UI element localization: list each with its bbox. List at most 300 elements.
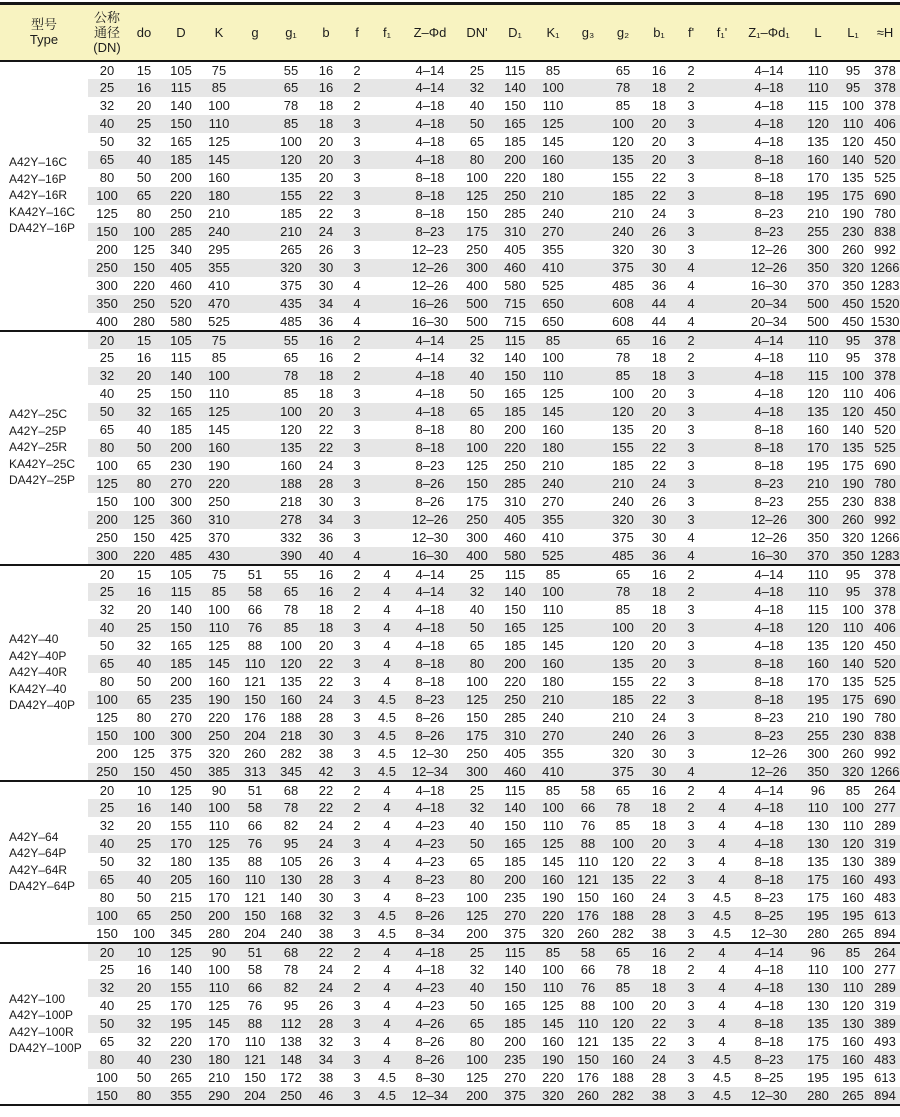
cell	[572, 439, 604, 457]
cell	[572, 61, 604, 79]
cell: 32	[469, 962, 485, 977]
cell: 260	[244, 746, 266, 761]
cell: 190	[842, 710, 864, 725]
column-header-3	[200, 4, 238, 61]
cell: 55	[272, 331, 310, 349]
cell: 50	[88, 1015, 126, 1033]
cell: 40	[126, 1051, 162, 1069]
cell: 16	[126, 583, 162, 601]
cell: 483	[870, 1051, 900, 1069]
cell	[372, 97, 402, 115]
cell	[372, 403, 402, 421]
cell	[372, 241, 402, 259]
model-label: A42Y–16P	[9, 171, 67, 186]
cell: 715	[504, 313, 526, 329]
cell: 460	[170, 278, 192, 293]
cell: 405	[504, 242, 526, 257]
header-label-line: (DN)	[93, 39, 121, 55]
cell: 4	[383, 674, 391, 689]
cell: 485	[280, 313, 302, 329]
cell: 200	[162, 439, 200, 457]
cell: 140	[170, 98, 192, 113]
cell: 125	[96, 710, 118, 725]
cell: 450	[870, 403, 900, 421]
cell: 55	[283, 566, 299, 582]
table-row	[0, 997, 900, 1015]
cell: 115	[162, 79, 200, 97]
cell: 20	[126, 367, 162, 385]
table-row	[0, 655, 900, 673]
table-row	[0, 403, 900, 421]
cell: 18	[642, 979, 676, 997]
cell: 3	[353, 422, 361, 437]
cell: 200	[88, 511, 126, 529]
cell: 25	[88, 79, 126, 97]
cell: 32	[126, 1015, 162, 1033]
cell: 50	[469, 386, 485, 401]
cell: 2	[342, 331, 372, 349]
cell: 4–23	[415, 818, 445, 833]
cell: 130	[807, 818, 829, 833]
cell: 320	[534, 1087, 572, 1105]
header-label-line: D₁	[508, 24, 522, 40]
cell: 78	[615, 350, 631, 365]
cell: 3	[342, 763, 372, 781]
cell: 150	[126, 259, 162, 277]
cell: 385	[200, 763, 238, 781]
column-header-16	[676, 4, 706, 61]
cell	[572, 277, 604, 295]
cell: 4.5	[372, 727, 402, 745]
cell: 520	[874, 422, 896, 437]
cell: 135	[807, 638, 829, 653]
model-labels	[0, 943, 88, 1105]
cell: 220	[170, 1034, 192, 1049]
cell: 160	[272, 691, 310, 709]
cell: 78	[283, 98, 299, 113]
cell: 270	[504, 1070, 526, 1085]
cell: 66	[238, 979, 272, 997]
model-labels	[0, 565, 88, 781]
cell	[706, 691, 738, 709]
cell: 82	[283, 818, 299, 833]
cell: 200	[200, 907, 238, 925]
cell: 68	[283, 782, 299, 798]
cell: 270	[170, 710, 192, 725]
cell: 200	[96, 746, 118, 761]
cell: 121	[244, 890, 266, 905]
cell: 3	[676, 151, 706, 169]
cell: 26	[318, 242, 334, 257]
cell: 3	[687, 998, 695, 1013]
cell: 24	[310, 223, 342, 241]
cell: 195	[807, 1070, 829, 1085]
cell: 2	[342, 943, 372, 961]
cell	[372, 187, 402, 205]
cell: 125	[208, 998, 230, 1013]
cell: 185	[170, 422, 192, 437]
cell: 3	[342, 871, 372, 889]
cell: 525	[542, 278, 564, 293]
cell: 18	[318, 386, 334, 401]
cell: 235	[162, 691, 200, 709]
header-label-line: K	[214, 24, 224, 40]
cell: 2	[353, 566, 361, 582]
cell: 155	[612, 170, 634, 185]
cell: 100	[88, 691, 126, 709]
cell: 2	[342, 979, 372, 997]
cell: 4–18	[738, 835, 800, 853]
column-header-12	[534, 4, 572, 61]
cell: 4.5	[377, 746, 397, 761]
cell: 85	[200, 79, 238, 97]
table-row	[0, 79, 900, 97]
cell: 140	[280, 890, 302, 905]
cell: 265	[280, 242, 302, 257]
cell: 28	[310, 1015, 342, 1033]
cell: 220	[504, 674, 526, 689]
cell: 410	[534, 259, 572, 277]
cell: 110	[577, 854, 599, 869]
cell: 8–18	[754, 458, 784, 473]
header-label-line: 通径	[93, 24, 120, 40]
header-label-line: 公称	[93, 9, 120, 25]
cell: 30	[651, 746, 667, 761]
cell: 120	[836, 835, 870, 853]
cell: 375	[504, 925, 526, 941]
cell: 25	[469, 782, 485, 798]
cell	[572, 331, 604, 349]
cell	[572, 493, 604, 511]
cell: 105	[170, 566, 192, 582]
model-label: A42Y–25C	[9, 407, 68, 422]
cell: 125	[126, 511, 162, 529]
cell: 100	[842, 962, 864, 977]
cell	[372, 133, 402, 151]
cell	[706, 133, 738, 151]
cell: 3	[353, 1034, 361, 1049]
cell: 125	[88, 475, 126, 493]
cell: 125	[458, 691, 496, 709]
table-row	[0, 871, 900, 889]
cell: 16	[310, 583, 342, 601]
cell: 3	[676, 619, 706, 637]
table-row	[0, 673, 900, 691]
cell: 240	[604, 727, 642, 745]
cell: 25	[136, 386, 152, 401]
cell: 4	[372, 835, 402, 853]
cell: 85	[545, 782, 561, 798]
cell: 170	[800, 439, 836, 457]
cell	[572, 223, 604, 241]
cell: 525	[208, 313, 230, 329]
cell: 115	[504, 62, 526, 78]
cell: 50	[99, 854, 115, 869]
cell: 160	[534, 151, 572, 169]
cell	[706, 259, 738, 277]
cell: 90	[200, 943, 238, 961]
cell: 140	[504, 350, 526, 365]
cell: 105	[170, 62, 192, 78]
cell: 150	[496, 367, 534, 385]
cell: 145	[534, 403, 572, 421]
cell: 25	[136, 998, 152, 1013]
cell: 260	[842, 746, 864, 761]
cell	[706, 763, 738, 781]
cell: 240	[542, 206, 564, 221]
cell: 2	[353, 962, 361, 977]
cell: 450	[874, 134, 896, 149]
cell: 3	[676, 439, 706, 457]
cell: 370	[807, 278, 829, 293]
cell: 25	[458, 943, 496, 961]
table-row	[0, 583, 900, 601]
cell: 220	[534, 907, 572, 925]
cell: 120	[842, 638, 864, 653]
cell: 78	[283, 962, 299, 977]
cell: 200	[466, 925, 488, 941]
cell: 110	[534, 979, 572, 997]
cell: 485	[612, 278, 634, 293]
cell: 50	[126, 439, 162, 457]
cell: 125	[208, 638, 230, 653]
cell: 32	[126, 403, 162, 421]
cell: 16	[136, 962, 152, 977]
cell: 140	[162, 799, 200, 817]
cell: 4–18	[402, 619, 458, 637]
cell: 18	[310, 619, 342, 637]
cell: 125	[133, 242, 155, 257]
cell: 160	[800, 151, 836, 169]
cell: 300	[807, 746, 829, 761]
cell: 30	[310, 259, 342, 277]
cell: 18	[642, 583, 676, 601]
cell: 80	[126, 1087, 162, 1105]
column-header-2	[162, 4, 200, 61]
cell: 3	[687, 602, 695, 617]
model-label: A42Y–40	[9, 632, 59, 647]
cell: 30	[642, 511, 676, 529]
cell: 3	[687, 710, 695, 725]
cell: 16–30	[738, 547, 800, 565]
cell: 22	[310, 655, 342, 673]
table-row	[0, 1033, 900, 1051]
cell: 50	[99, 134, 115, 149]
cell: 204	[238, 1087, 272, 1105]
cell: 188	[280, 710, 302, 725]
cell: 4–14	[738, 331, 800, 349]
cell: 2	[353, 98, 361, 113]
cell: 100	[836, 367, 870, 385]
cell: 4	[676, 295, 706, 313]
cell: 332	[280, 530, 302, 545]
cell: 76	[580, 818, 596, 833]
cell: 185	[496, 1015, 534, 1033]
model-group-2	[0, 331, 900, 565]
cell: 4	[353, 313, 361, 329]
cell	[572, 601, 604, 619]
cell: 255	[807, 494, 829, 509]
cell: 18	[318, 98, 334, 113]
table-row	[0, 511, 900, 529]
cell: 40	[458, 979, 496, 997]
cell: 165	[170, 638, 192, 653]
cell: 66	[247, 818, 263, 833]
cell: 355	[542, 242, 564, 257]
cell: 220	[542, 1070, 564, 1085]
cell: 80	[469, 1034, 485, 1049]
cell	[238, 295, 272, 313]
cell: 200	[170, 170, 192, 185]
cell: 3	[687, 925, 695, 941]
cell: 28	[310, 475, 342, 493]
cell: 85	[615, 818, 631, 833]
cell: 4.5	[712, 1070, 732, 1085]
cell: 4–18	[415, 602, 445, 617]
model-group-4	[0, 781, 900, 943]
cell: 3	[353, 998, 361, 1013]
table-row	[0, 241, 900, 259]
cell: 150	[96, 494, 118, 509]
model-label: A42Y–100R	[9, 1024, 74, 1039]
cell: 180	[170, 854, 192, 869]
cell: 78	[615, 962, 631, 977]
cell	[706, 277, 738, 295]
header-label-line: Z–Φd	[413, 24, 447, 40]
cell: 110	[836, 979, 870, 997]
cell: 2	[676, 79, 706, 97]
cell: 195	[800, 691, 836, 709]
cell: 8–18	[415, 422, 445, 437]
cell	[706, 511, 738, 529]
cell: 188	[604, 907, 642, 925]
column-header-6	[310, 4, 342, 61]
cell: 195	[807, 458, 829, 473]
cell	[572, 673, 604, 691]
column-header-18	[738, 4, 800, 61]
cell: 50	[458, 835, 496, 853]
cell: 120	[604, 403, 642, 421]
cell: 76	[238, 619, 272, 637]
cell: 175	[842, 458, 864, 473]
cell: 150	[244, 1070, 266, 1085]
cell: 690	[870, 691, 900, 709]
cell: 110	[200, 979, 238, 997]
table-row	[0, 1015, 900, 1033]
cell: 58	[238, 799, 272, 817]
cell: 370	[800, 547, 836, 565]
cell: 3	[342, 403, 372, 421]
cell: 165	[162, 403, 200, 421]
column-header-14	[604, 4, 642, 61]
cell: 125	[96, 206, 118, 221]
cell: 715	[496, 295, 534, 313]
cell: 230	[836, 223, 870, 241]
table-row	[0, 349, 900, 367]
cell: 270	[496, 907, 534, 925]
cell: 320	[612, 242, 634, 257]
cell: 8–26	[402, 475, 458, 493]
cell: 4.5	[706, 1051, 738, 1069]
cell: 4–18	[415, 782, 445, 798]
cell	[706, 601, 738, 619]
cell: 40	[458, 367, 496, 385]
model-label: A42Y–16C	[9, 155, 68, 170]
cell: 210	[800, 475, 836, 493]
cell: 190	[842, 206, 864, 221]
cell: 65	[126, 907, 162, 925]
cell: 16	[651, 62, 667, 78]
cell: 300	[458, 763, 496, 781]
cell: 110	[800, 331, 836, 349]
cell: 65	[615, 566, 631, 582]
cell: 100	[542, 962, 564, 977]
cell: 4–23	[402, 979, 458, 997]
cell: 500	[800, 295, 836, 313]
cell: 50	[88, 403, 126, 421]
cell	[238, 439, 272, 457]
cell: 3	[353, 494, 361, 509]
cell: 100	[133, 494, 155, 509]
cell: 613	[874, 1070, 896, 1085]
cell: 15	[126, 331, 162, 349]
cell: 16–30	[750, 278, 788, 293]
cell: 12–23	[411, 242, 449, 257]
cell: 20	[651, 134, 667, 149]
cell: 8–26	[415, 710, 445, 725]
table-row	[0, 259, 900, 277]
cell: 24	[310, 691, 342, 709]
cell: 4	[372, 979, 402, 997]
table-row	[0, 133, 900, 151]
cell: 280	[807, 925, 829, 941]
cell: 22	[318, 422, 334, 437]
cell: 135	[272, 439, 310, 457]
cell: 22	[318, 782, 334, 798]
cell	[372, 115, 402, 133]
cell: 172	[280, 1070, 302, 1085]
cell: 12–26	[738, 511, 800, 529]
cell	[238, 133, 272, 151]
cell: 15	[136, 566, 152, 582]
cell: 160	[208, 674, 230, 689]
cell: 160	[604, 1051, 642, 1069]
cell	[706, 745, 738, 763]
cell: 3	[353, 710, 361, 725]
cell: 378	[870, 583, 900, 601]
cell: 230	[170, 458, 192, 473]
cell: 125	[458, 907, 496, 925]
cell: 410	[542, 530, 564, 545]
cell: 135	[280, 170, 302, 185]
cell: 150	[133, 530, 155, 545]
cell: 150	[162, 619, 200, 637]
model-label: A42Y–64R	[9, 862, 68, 877]
cell: 3	[676, 403, 706, 421]
cell: 12–34	[402, 1087, 458, 1105]
header-label-line: do	[136, 24, 152, 40]
cell: 28	[318, 710, 334, 725]
cell: 450	[874, 638, 896, 653]
cell: 50	[136, 1070, 152, 1085]
cell	[572, 637, 604, 655]
model-labels	[0, 781, 88, 943]
cell	[372, 79, 402, 97]
cell	[372, 385, 402, 403]
cell: 3	[687, 674, 695, 689]
cell: 3	[353, 854, 361, 869]
cell	[572, 619, 604, 637]
